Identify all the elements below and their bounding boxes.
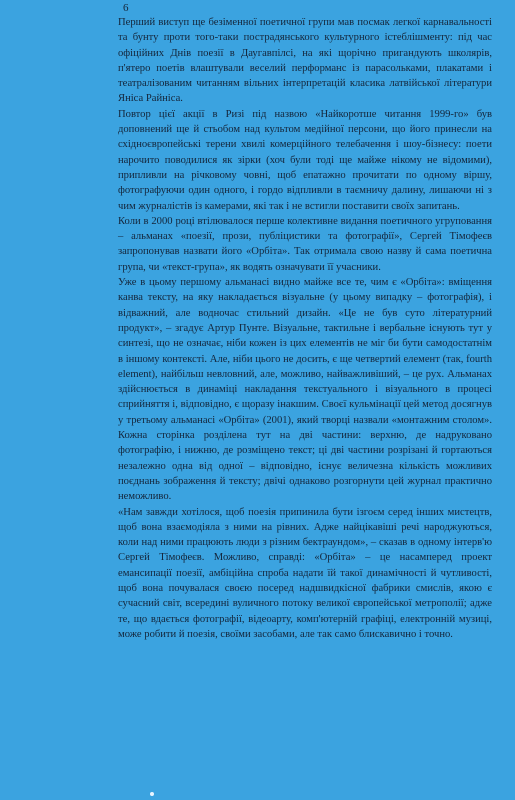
paragraph: Уже в цьому першому альманасі видно майже все те, чим є «Орбіта»: вміщення канва тексту, на яку накладається візуальне (у цьому випадку – фотографія), і відважний, але водночас стильний дизайн. «Це не був суто літературний продукт», – згадує Артур Пунте. Візуальне, тактильне і вербальне існують тут у синтезі, що не означає, ніби кожен із цих елементів не міг би бути самодостатнім в іншому контексті. Але, ніби цього не досить, є ще четвертий елемент (так, fourth element), найбільш невловний, але, можливо, найважливіший, – це рух. Альманах здійснюється в динаміці накладання текстуального і візуального в процесі сприйняття і, відповідно, є щоразу інакшим. Своєї кульмінації цей метод досягнув у третьому альманасі «Орбіта» (2001), який творці назвали «монтажним столом». Кожна сторінка розділена тут на дві частини: верхню, де надруковано фотографію, і нижню, де розміщено текст; ці дві частини розрізані й гортаються незалежно одна від одної – відповідно, існує величезна кількість можливих поєднань зображення й тексту; двічі однаково розгорнути цей журнал практично неможливо. [118, 277, 492, 503]
paragraph: Коли в 2000 році втілювалося перше колективне видання поетичного угруповання – альманах «поезії, прози, публіцистики та фотографії», Сергей Тімофеєв запропонував назвати його «Орбіта». Так отримала свою назву й сама поетична група, чи «текст-група», як водять означувати її учасники. [118, 215, 492, 273]
page-mark [150, 792, 154, 796]
paragraph: «Нам завжди хотілося, щоб поезія припинила бути ізгоєм серед інших мистецтв, щоб вона взаємодіяла з ними на рівних. Адже найцікавіші речі народжуються, коли над ними працюють люди з різним бектраундом», – сказав в одному інтерв'ю Сергей Тімофеєв. Можливо, справді: «Орбіта» – це насамперед проект емансипації поезії, амбіційна спроба надати їй такої динамічності й чутливості, щоб вона почувалася своєю посеред надшвидкісної фабрики смислів, якою є сучасний світ, всередині вуличного потоку великої європейської метрополії; адже те, що вдається фотографії, відеоарту, комп'ютерній графіці, електронній музиці, може робити й поезія, своїми засобами, але так само блискавично і точно. [118, 506, 492, 640]
paragraph: Перший виступ ще безіменної поетичної групи мав посмак легкої карнавальності та бунту проти того-таки пострадянського культурного істеблішменту: під час офіційних Днів поезії в Даугавпілсі, на які щорічно пригандують школярів, п'ятеро поетів влаштували веселий перформанс із парасольками, плакатами і театралізованим читанням вільних інтерпретацій класика латвійської літератури Яніса Райніса. [118, 17, 492, 105]
page-number: 6 [123, 2, 129, 14]
paragraph: Повтор цієї акції в Ризі під назвою «Найкоротше читання 1999-го» був доповнений ще й стьобом над культом медійної персони, що його принесли на східноєвропейські терени хвилі комерційного телебачення і шоу-бізнесу: поети нарочито поводилися як зірки (хоч були тоді ще майже нікому не відомими), припливли на річковому човні, щоб епатажно прочитати по одному віршу, фотографуючи один одного, і гордо відпливли в таємничу далину, лишаючи ні з чим журналістів із камерами, які так і не встигли поставити своїх запитань. [118, 108, 492, 212]
body-text [118, 15, 492, 642]
